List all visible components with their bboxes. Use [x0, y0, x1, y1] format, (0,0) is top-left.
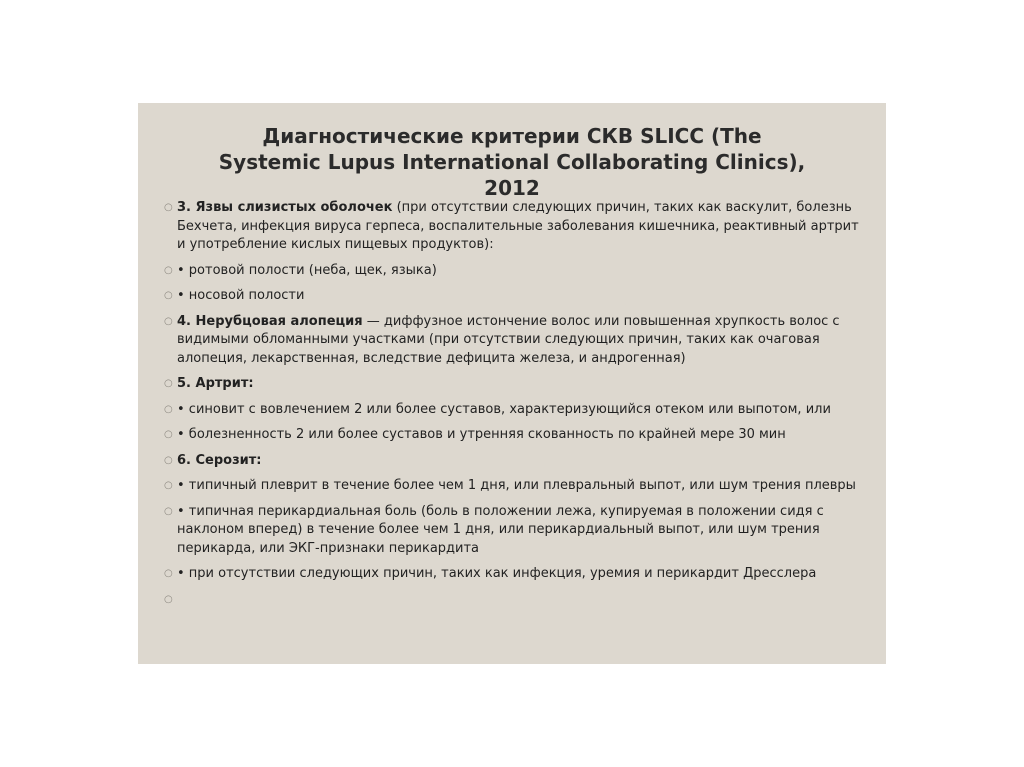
bullet-circle-icon: ○: [164, 315, 173, 327]
item-text: — диффузное истончение волос или повышенная хрупкость волос с видимыми обломанными участками (при отсутствии следующих причин, таких как очаговая алопеция, лекарственная, вследствие дефицита железа, и андрогенная): [177, 313, 840, 366]
bullet-circle-icon: ○: [164, 568, 173, 579]
list-item: [164, 199, 864, 255]
item-text: • болезненность 2 или более суставов и утренняя скованность по крайней мере 30 мин: [177, 427, 786, 442]
item-text: (при отсутствии следующих причин, таких как васкулит, болезнь Бехчета, инфекция вируса герпеса, воспалительные заболевания кишечника, реактивный артрит и употребление кислых пищевых продуктов):: [177, 200, 859, 252]
bullet-circle-icon: ○: [164, 429, 173, 440]
slide-title-line-3: 2012: [484, 176, 540, 200]
list-item: [164, 401, 864, 420]
item-text: • типичная перикардиальная боль (боль в положении лежа, купируемая в положении сидя с наклоном вперед) в течение более чем 1 дня, или перикардиальный выпот, или шум трения перикарда, или ЭКГ-признаки перикардита: [177, 503, 824, 556]
bullet-circle-icon: ○: [164, 264, 173, 276]
slide-title-line-2: Systemic Lupus International Collaborating Clinics),: [218, 150, 806, 174]
list-item: [164, 375, 864, 394]
item-text: • при отсутствии следующих причин, таких как инфекция, уремия и перикардит Дресслера: [177, 566, 817, 581]
item-text: • синовит с вовлечением 2 или более суставов, характеризующийся отеком или выпотом, или: [177, 401, 831, 417]
bullet-circle-icon: ○: [164, 454, 173, 466]
slide: [138, 103, 886, 664]
list-item: [164, 426, 864, 445]
criteria-list: [164, 199, 864, 605]
bullet-circle-icon: ○: [164, 593, 173, 605]
list-item: [164, 313, 864, 369]
bullet-circle-icon: ○: [164, 403, 173, 415]
list-item: [164, 477, 864, 496]
list-item: [164, 565, 864, 584]
item-heading: 6. Серозит:: [177, 452, 262, 468]
bullet-circle-icon: ○: [164, 202, 173, 213]
item-heading: 4. Нерубцовая алопеция: [177, 313, 363, 329]
item-text: • типичный плеврит в течение более чем 1 дня, или плевральный выпот, или шум трения плевры: [177, 478, 856, 493]
item-text: • носовой полости: [177, 288, 305, 303]
slide-title-line-1: Диагностические критерии СКВ SLICC (The: [262, 124, 762, 148]
item-heading: 5. Артрит:: [177, 376, 254, 391]
bullet-circle-icon: ○: [164, 290, 173, 301]
bullet-circle-icon: ○: [164, 378, 173, 389]
list-item: [164, 287, 864, 306]
item-text: • ротовой полости (неба, щек, языка): [177, 262, 437, 278]
slide-title: [138, 123, 886, 201]
item-heading: 3. Язвы слизистых оболочек: [177, 200, 393, 215]
list-item: [164, 503, 864, 559]
list-item: [164, 452, 864, 471]
list-item: [164, 262, 864, 281]
bullet-circle-icon: ○: [164, 505, 173, 517]
bullet-circle-icon: ○: [164, 480, 173, 491]
